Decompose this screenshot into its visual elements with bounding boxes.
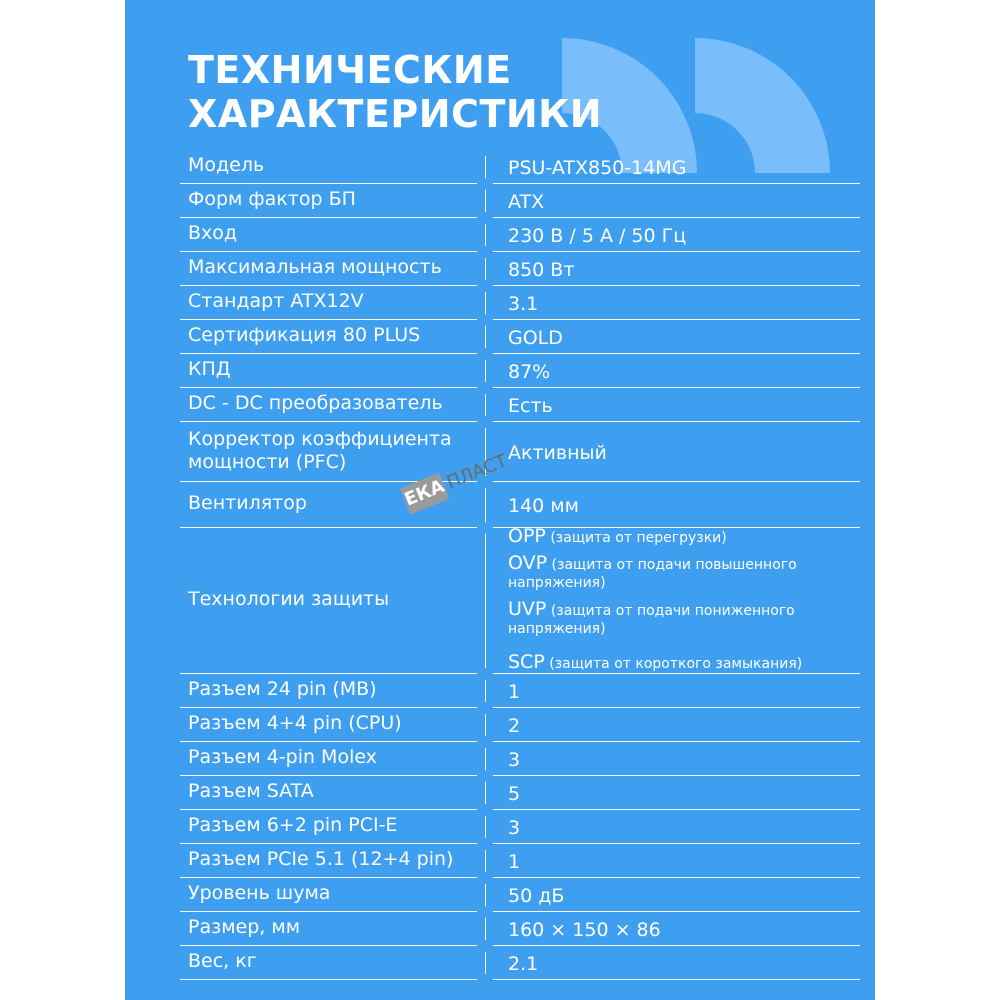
spec-row bbox=[125, 320, 875, 354]
spec-card bbox=[125, 0, 875, 1000]
spec-row bbox=[125, 912, 875, 946]
spec-label: Вентилятор bbox=[188, 492, 307, 514]
spec-value: 160 × 150 × 86 bbox=[508, 919, 661, 941]
spec-row bbox=[125, 844, 875, 878]
spec-row bbox=[125, 946, 875, 980]
watermark-box: ЕКА bbox=[400, 473, 449, 515]
spec-value: ATX bbox=[508, 191, 545, 213]
column-divider bbox=[485, 326, 486, 348]
spec-value: 1 bbox=[508, 681, 521, 703]
spec-label: Разъем SATA bbox=[188, 780, 314, 802]
spec-value: Активный bbox=[508, 442, 607, 464]
column-divider bbox=[485, 918, 486, 940]
page-title bbox=[188, 48, 602, 136]
spec-label: Вес, кг bbox=[188, 950, 257, 972]
spec-row bbox=[125, 252, 875, 286]
column-divider bbox=[485, 816, 486, 838]
spec-label: Модель bbox=[188, 154, 265, 176]
column-divider bbox=[485, 748, 486, 770]
spec-row bbox=[125, 810, 875, 844]
column-divider bbox=[485, 292, 486, 314]
spec-value: PSU-ATX850-14MG bbox=[508, 157, 687, 179]
spec-label: Сертификация 80 PLUS bbox=[188, 324, 421, 346]
protection-desc: (защита от короткого замыкания) bbox=[549, 656, 803, 672]
spec-row bbox=[125, 776, 875, 810]
column-divider bbox=[485, 680, 486, 702]
protection-code: UVP bbox=[508, 598, 547, 620]
spec-row bbox=[125, 388, 875, 422]
row-divider-right bbox=[493, 979, 860, 980]
spec-value: 2.1 bbox=[508, 953, 539, 975]
protection-code: OPP bbox=[508, 525, 546, 547]
spec-row bbox=[125, 354, 875, 388]
spec-value: 5 bbox=[508, 783, 521, 805]
spec-label: Разъем 24 pin (MB) bbox=[188, 678, 377, 700]
protection-item bbox=[508, 526, 858, 547]
spec-row bbox=[125, 878, 875, 912]
column-divider bbox=[485, 258, 486, 280]
spec-value: 2 bbox=[508, 715, 521, 737]
spec-value: 3.1 bbox=[508, 293, 539, 315]
protection-desc: (защита от подачи повышенного напряжения) bbox=[508, 557, 797, 591]
protection-code: OVP bbox=[508, 552, 548, 574]
column-divider bbox=[485, 952, 486, 974]
protection-desc: (защита от перегрузки) bbox=[550, 530, 727, 546]
spec-value: 3 bbox=[508, 817, 521, 839]
protection-item bbox=[508, 599, 858, 638]
spec-row bbox=[125, 674, 875, 708]
column-divider bbox=[485, 156, 486, 178]
spec-label: Вход bbox=[188, 222, 238, 244]
spec-row bbox=[125, 184, 875, 218]
protection-code: SCP bbox=[508, 651, 545, 673]
spec-label: Максимальная мощность bbox=[188, 256, 442, 278]
spec-value: 1 bbox=[508, 851, 521, 873]
page-title-line-2: ХАРАКТЕРИСТИКИ bbox=[188, 92, 603, 136]
spec-label: Размер, мм bbox=[188, 916, 301, 938]
column-divider bbox=[485, 850, 486, 872]
column-divider bbox=[485, 224, 486, 246]
spec-label: DC - DC преобразователь bbox=[188, 392, 443, 414]
spec-row bbox=[125, 150, 875, 184]
spec-label: Технологии защиты bbox=[188, 588, 390, 610]
protection-item bbox=[508, 553, 858, 592]
spec-label: Корректор коэффициента мощности (PFC) bbox=[188, 428, 452, 473]
spec-row bbox=[125, 286, 875, 320]
spec-value: 87% bbox=[508, 361, 551, 383]
spec-value: 3 bbox=[508, 749, 521, 771]
spec-value: 50 дБ bbox=[508, 885, 565, 907]
spec-value: GOLD bbox=[508, 327, 563, 349]
spec-label: Разъем 4+4 pin (CPU) bbox=[188, 712, 402, 734]
spec-row bbox=[125, 708, 875, 742]
spec-value: Есть bbox=[508, 395, 553, 417]
column-divider bbox=[485, 534, 486, 668]
spec-label: Разъем PCIe 5.1 (12+4 pin) bbox=[188, 848, 454, 870]
protection-item bbox=[508, 652, 858, 673]
column-divider bbox=[485, 782, 486, 804]
spec-label: КПД bbox=[188, 358, 231, 380]
spec-label: Стандарт ATX12V bbox=[188, 290, 364, 312]
watermark-text: ПЛАСТ bbox=[443, 450, 511, 494]
spec-value: 140 мм bbox=[508, 495, 579, 517]
spec-label: Разъем 6+2 pin PCI-E bbox=[188, 814, 398, 836]
column-divider bbox=[485, 714, 486, 736]
spec-value: 230 В / 5 А / 50 Гц bbox=[508, 225, 687, 247]
protection-desc: (защита от подачи пониженного напряжения) bbox=[508, 603, 795, 637]
column-divider bbox=[485, 394, 486, 416]
spec-value: 850 Вт bbox=[508, 259, 575, 281]
column-divider bbox=[485, 360, 486, 382]
column-divider bbox=[485, 190, 486, 212]
spec-label: Уровень шума bbox=[188, 882, 331, 904]
spec-label: Форм фактор БП bbox=[188, 188, 356, 210]
spec-row bbox=[125, 742, 875, 776]
page-title-line-1: ТЕХНИЧЕСКИЕ bbox=[188, 48, 512, 92]
column-divider bbox=[485, 884, 486, 906]
row-divider-left bbox=[180, 979, 477, 980]
spec-row bbox=[125, 218, 875, 252]
spec-label: Разъем 4-pin Molex bbox=[188, 746, 377, 768]
